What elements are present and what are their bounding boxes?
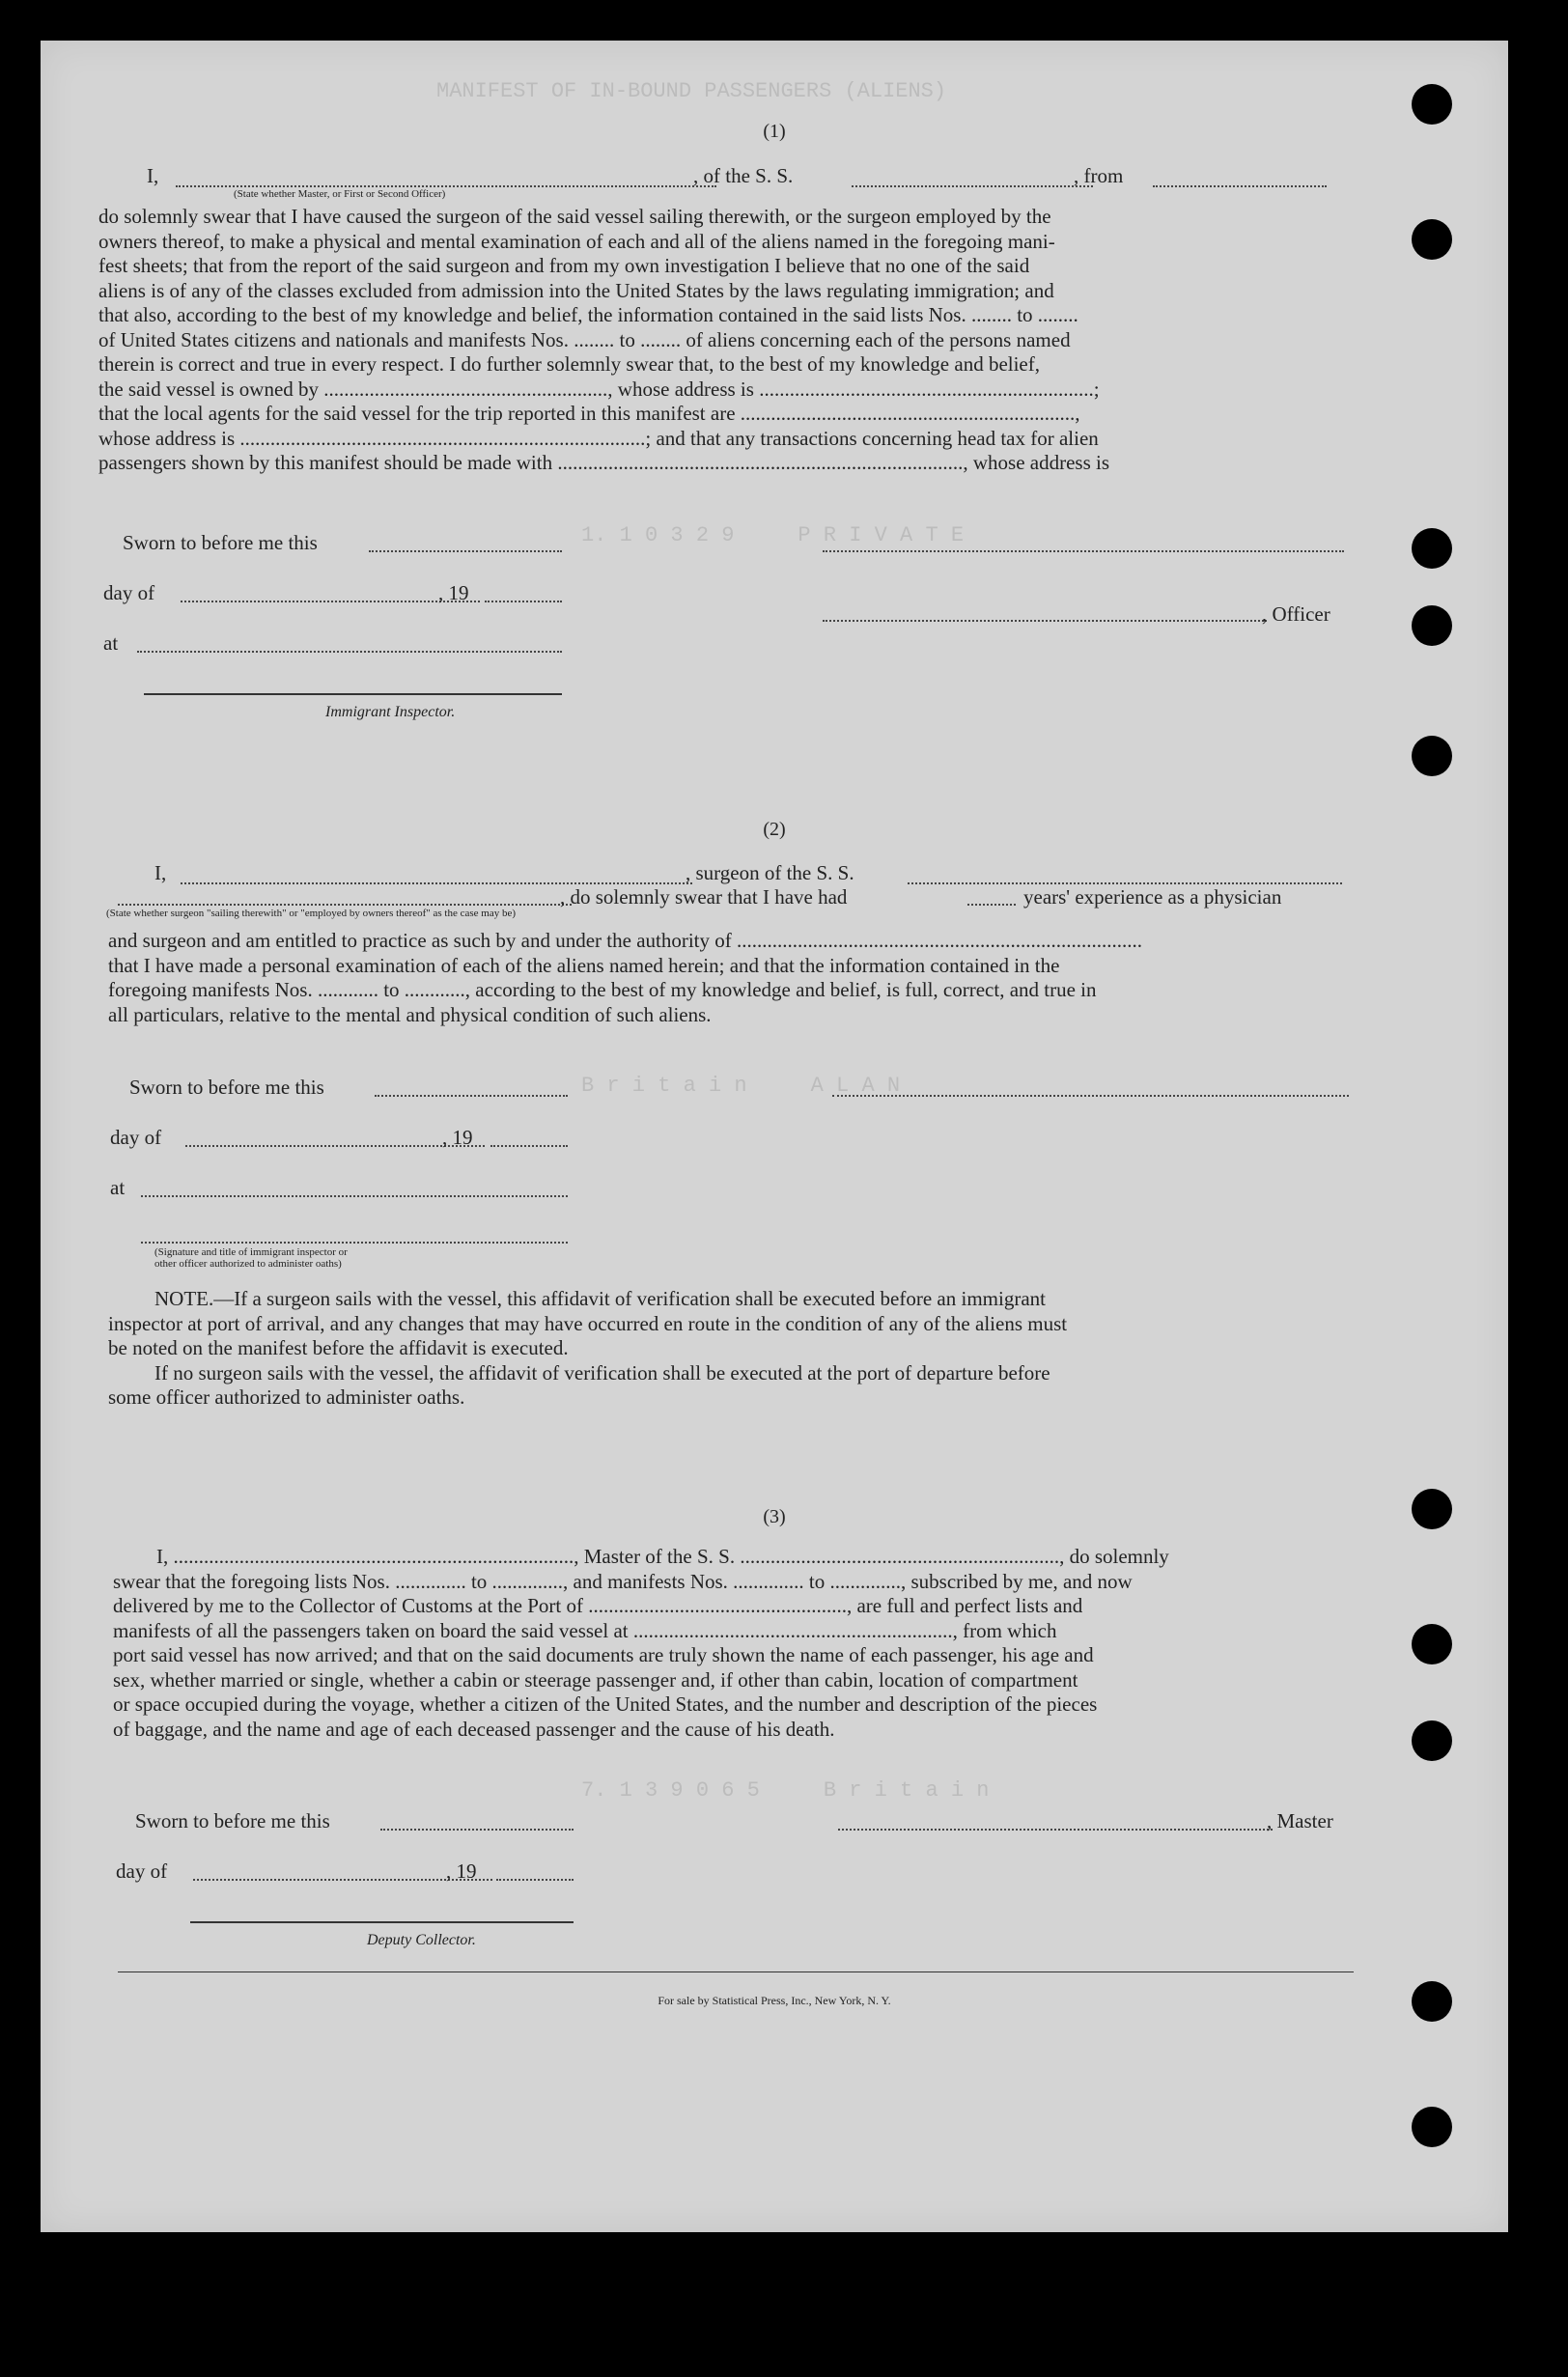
surgeon-opening: I, <box>154 861 167 884</box>
punch-hole <box>1412 84 1452 125</box>
master-signature-field[interactable] <box>838 1829 1273 1831</box>
oath-line: do solemnly swear that I have caused the surgeon of the said vessel sailing therewith, or the surgeon employed by the <box>98 205 1051 228</box>
at-label: at <box>110 1176 126 1199</box>
surgeon-ship-field[interactable] <box>908 882 1342 884</box>
note-paragraph <box>108 1287 1354 1411</box>
sworn-date-field[interactable] <box>375 1095 568 1097</box>
day-of-label: day of <box>116 1860 168 1883</box>
inspector-signature-line[interactable] <box>144 693 562 695</box>
punch-hole <box>1412 605 1452 646</box>
surgeon-line: all particulars, relative to the mental and physical condition of such aliens. <box>108 1002 712 1026</box>
officer-opening: I, <box>147 164 159 187</box>
years-label: years' experience as a physician <box>1023 885 1282 909</box>
surgeon-name-field[interactable] <box>181 882 692 884</box>
oath-paragraph-1 <box>98 205 1344 476</box>
sworn-date-field[interactable] <box>380 1829 574 1831</box>
printer-imprint: For sale by Statistical Press, Inc., New York, N. Y. <box>658 1994 891 2007</box>
punch-hole <box>1412 1720 1452 1761</box>
sworn-date-field[interactable] <box>369 550 562 552</box>
sworn-label: Sworn to before me this <box>129 1076 324 1099</box>
of-the-ss-label: , of the S. S. <box>693 164 794 187</box>
year-field[interactable] <box>490 1145 568 1147</box>
at-place-field[interactable] <box>137 651 562 653</box>
oath-line: aliens is of any of the classes excluded from admission into the United States by the laws regulating immigration; and <box>98 278 1054 302</box>
punch-hole <box>1412 219 1452 260</box>
master-paragraph <box>113 1545 1354 1742</box>
officer-caption: (State whether Master, or First or Second Officer) <box>234 188 446 200</box>
oath-line: passengers shown by this manifest should be made with ................................................................................, whose address is <box>98 451 1109 474</box>
punch-hole <box>1412 1624 1452 1664</box>
from-port-field[interactable] <box>1153 185 1327 187</box>
master-line: I, ..............................................................................., Master of the S. S. ..............................................................., do solemnly <box>156 1545 1169 1568</box>
punch-hole <box>1412 736 1452 776</box>
officer-name-field[interactable] <box>176 185 716 187</box>
note-line: some officer authorized to administer oaths. <box>108 1385 465 1409</box>
day-of-label: day of <box>103 581 155 604</box>
month-field[interactable] <box>181 601 480 602</box>
year-field[interactable] <box>496 1879 574 1881</box>
year-label: , 19 <box>438 581 469 604</box>
note-line: If no surgeon sails with the vessel, the affidavit of verification shall be executed at the port of departure before <box>154 1360 1050 1384</box>
collector-signature-line[interactable] <box>190 1921 574 1923</box>
surgeon-of-label: , surgeon of the S. S. <box>686 861 854 884</box>
oath-line: fest sheets; that from the report of the said surgeon and from my own investigation I believe that no one of the said <box>98 254 1030 277</box>
at-place-field[interactable] <box>141 1195 568 1197</box>
oath-line: the said vessel is owned by ........................................................, whose address is ..................................................................; <box>98 377 1100 401</box>
note-line: be noted on the manifest before the affidavit is executed. <box>108 1336 569 1359</box>
day-of-label: day of <box>110 1126 162 1149</box>
oath-line: that also, according to the best of my knowledge and belief, the information contained in the said lists Nos. ........ to ........ <box>98 303 1078 326</box>
month-field[interactable] <box>185 1145 485 1147</box>
surgeon-caption: (State whether surgeon "sailing therewith" or "employed by owners thereof" as the case may be) <box>106 908 517 919</box>
master-line: delivered by me to the Collector of Customs at the Port of ..................................................., are full and perfect lists and <box>113 1594 1083 1617</box>
collector-caption: Deputy Collector. <box>367 1932 476 1948</box>
note-text: —If a surgeon sails with the vessel, this affidavit of verification shall be executed before an immigrant <box>213 1287 1046 1310</box>
master-line: swear that the foregoing lists Nos. .............. to .............., and manifests Nos. .............. to .............., subscribed by me, and now <box>113 1569 1133 1593</box>
year-field[interactable] <box>485 601 562 602</box>
section-number: (3) <box>763 1506 786 1527</box>
note-line <box>108 1287 1354 1312</box>
oath-line: whose address is ................................................................................; and that any transactions concerning head tax for alien <box>98 426 1099 450</box>
oath-line: owners thereof, to make a physical and mental examination of each and all of the aliens named in the foregoing mani- <box>98 229 1055 253</box>
surgeon-line: that I have made a personal examination of each of the aliens named herein; and that the information contained in the <box>108 953 1060 977</box>
master-line: manifests of all the passengers taken on board the said vessel at ..............................................................., from which <box>113 1618 1057 1642</box>
surgeon-line: foregoing manifests Nos. ............ to ............, according to the best of my knowledge and belief, is full, correct, and true in <box>108 978 1097 1001</box>
master-label: , Master <box>1267 1809 1333 1832</box>
sworn-label: Sworn to before me this <box>123 531 318 554</box>
at-label: at <box>103 631 119 655</box>
document-page: MANIFEST OF IN-BOUND PASSENGERS (ALIENS) 1. 1 0 3 2 9 P R I V A T E B r i t a i n A L A N 7. 1 3 9 0 6 5 B r i t a i n (1) I, , of the S. S. , from (State whether Master, or First or Second Officer) do solemnly swear that I have caused the surgeon of the said vessel sailing therewith, or the surgeon employed by the owners thereof, to make a physical and mental examination of each and all of the aliens named in the foregoing mani- fest sheets; that from the report of the said surgeon and from my own investigation I believe that no one of the said aliens is of any of the classes excluded from admission into the United States by the laws regulating immigration; and that also, according to the best of my knowledge and belief, the information contained in the said lists Nos. ........ to ........ of United States citizens and nationals and manifests Nos. ........ to ........ of aliens concerning each of the persons named therein is correct and true in every respect. I do further solemnly swear that, to the best of my knowledge and belief, the said vessel is owned by ........................................................, whose address is ..................................................................; that the local agents for the said vessel for the trip reported in this manifest are .................................................................., whose address is ................................................................................; and that any transactions concerning head tax for alien passengers shown by this manifest should be made with ................................................................................, whose address is Sworn to before me this day of , 19 at Immigrant Inspector. , Officer (2) I, , surgeon of the S. S. , do solemnly swear that I have had years' experience as a physician (State whether surgeon "sailing therewith" or "employed by owners thereof" as the case may be) and surgeon and am entitled to practice as such by and under the authority of ................................................................................ that I have made a personal examination of each of the aliens named herein; and that the information contained in the foregoing manifests Nos. ............ to ............, according to the best of my knowledge and belief, is full, correct, and true in all particulars, relative to the mental and physical condition of such aliens. Sworn to before me this day of , 19 at (Signature and title of immigrant inspector or other officer authorized to administer oaths) NOTE.—If a surgeon sails with the vessel, this affidavit of verification shall be executed before an immigrant inspector at port of arrival, and any changes that may have occurred en route in the condition of any of the aliens must be noted on the manifest before the affidavit is executed. If no surgeon sails with the vessel, the affidavit of verification shall be executed at the port of departure before some officer authorized to administer oaths. (3) I, ..............................................................................., Master of the S. S. ..............................................................., do solemnly swear that the foregoing lists Nos. .............. to .............., and manifests Nos. .............. to .............., subscribed by me, and now delivered by me to the Collector of Customs at the Port of ..................................................., are full and perfect lists and manifests of all the passengers taken on board the said vessel at ..............................................................., from which port said vessel has now arrived; and that on the said documents are truly shown the name of each passenger, his age and sex, whether married or single, whether a cabin or steerage passenger and, if other than cabin, location of compartment or space occupied during the voyage, whether a citizen of the United States, and the number and description of the pieces of baggage, and the name and age of each deceased passenger and the cause of his death. Sworn to before me this day of , 19 Deputy Collector. , Master For sale by Statistical Press, Inc., New York, N. Y. <box>41 41 1508 2232</box>
inspector-caption: Immigrant Inspector. <box>325 704 456 720</box>
signature-caption: (Signature and title of immigrant inspector or <box>154 1246 348 1258</box>
master-line: or space occupied during the voyage, whether a citizen of the United States, and the number and description of the pieces <box>113 1692 1098 1716</box>
punch-hole <box>1412 2107 1452 2147</box>
surgeon-paragraph <box>108 929 1349 1027</box>
officer-label: , Officer <box>1262 602 1330 626</box>
surgeon-type-field[interactable] <box>118 904 572 906</box>
ship-name-field[interactable] <box>852 185 1093 187</box>
year-label: , 19 <box>442 1126 473 1149</box>
years-field[interactable] <box>967 904 1016 906</box>
sworn-label: Sworn to before me this <box>135 1809 330 1832</box>
master-line: port said vessel has now arrived; and that on the said documents are truly shown the name of each passenger, his age and <box>113 1643 1094 1666</box>
master-line: of baggage, and the name and age of each deceased passenger and the cause of his death. <box>113 1717 835 1741</box>
oath-line: of United States citizens and nationals and manifests Nos. ........ to ........ of aliens concerning each of the persons named <box>98 327 1071 351</box>
punch-hole <box>1412 528 1452 569</box>
signature-caption: other officer authorized to administer oaths) <box>154 1258 342 1270</box>
surgeon-signature-field[interactable] <box>832 1095 1349 1097</box>
officer-signature-top[interactable] <box>823 550 1344 552</box>
master-line: sex, whether married or single, whether a cabin or steerage passenger and, if other than cabin, location of compartment <box>113 1667 1078 1692</box>
section-number: (1) <box>763 121 786 142</box>
inspector-signature-line[interactable] <box>141 1242 568 1244</box>
oath-line: therein is correct and true in every respect. I do further solemnly swear that, to the best of my knowledge and belief, <box>98 352 1040 376</box>
surgeon-line: and surgeon and am entitled to practice as such by and under the authority of ................................................................................ <box>108 929 1142 952</box>
note-line: inspector at port of arrival, and any changes that may have occurred en route in the condition of any of the aliens must <box>108 1311 1068 1335</box>
section-number: (2) <box>763 819 786 840</box>
year-label: , 19 <box>446 1860 477 1883</box>
years-intro: , do solemnly swear that I have had <box>560 885 848 909</box>
from-label: , from <box>1074 164 1124 187</box>
oath-line: that the local agents for the said vessel for the trip reported in this manifest are .................................................................., <box>98 402 1080 425</box>
note-label: NOTE. <box>154 1287 214 1310</box>
officer-signature-field[interactable] <box>823 620 1267 622</box>
